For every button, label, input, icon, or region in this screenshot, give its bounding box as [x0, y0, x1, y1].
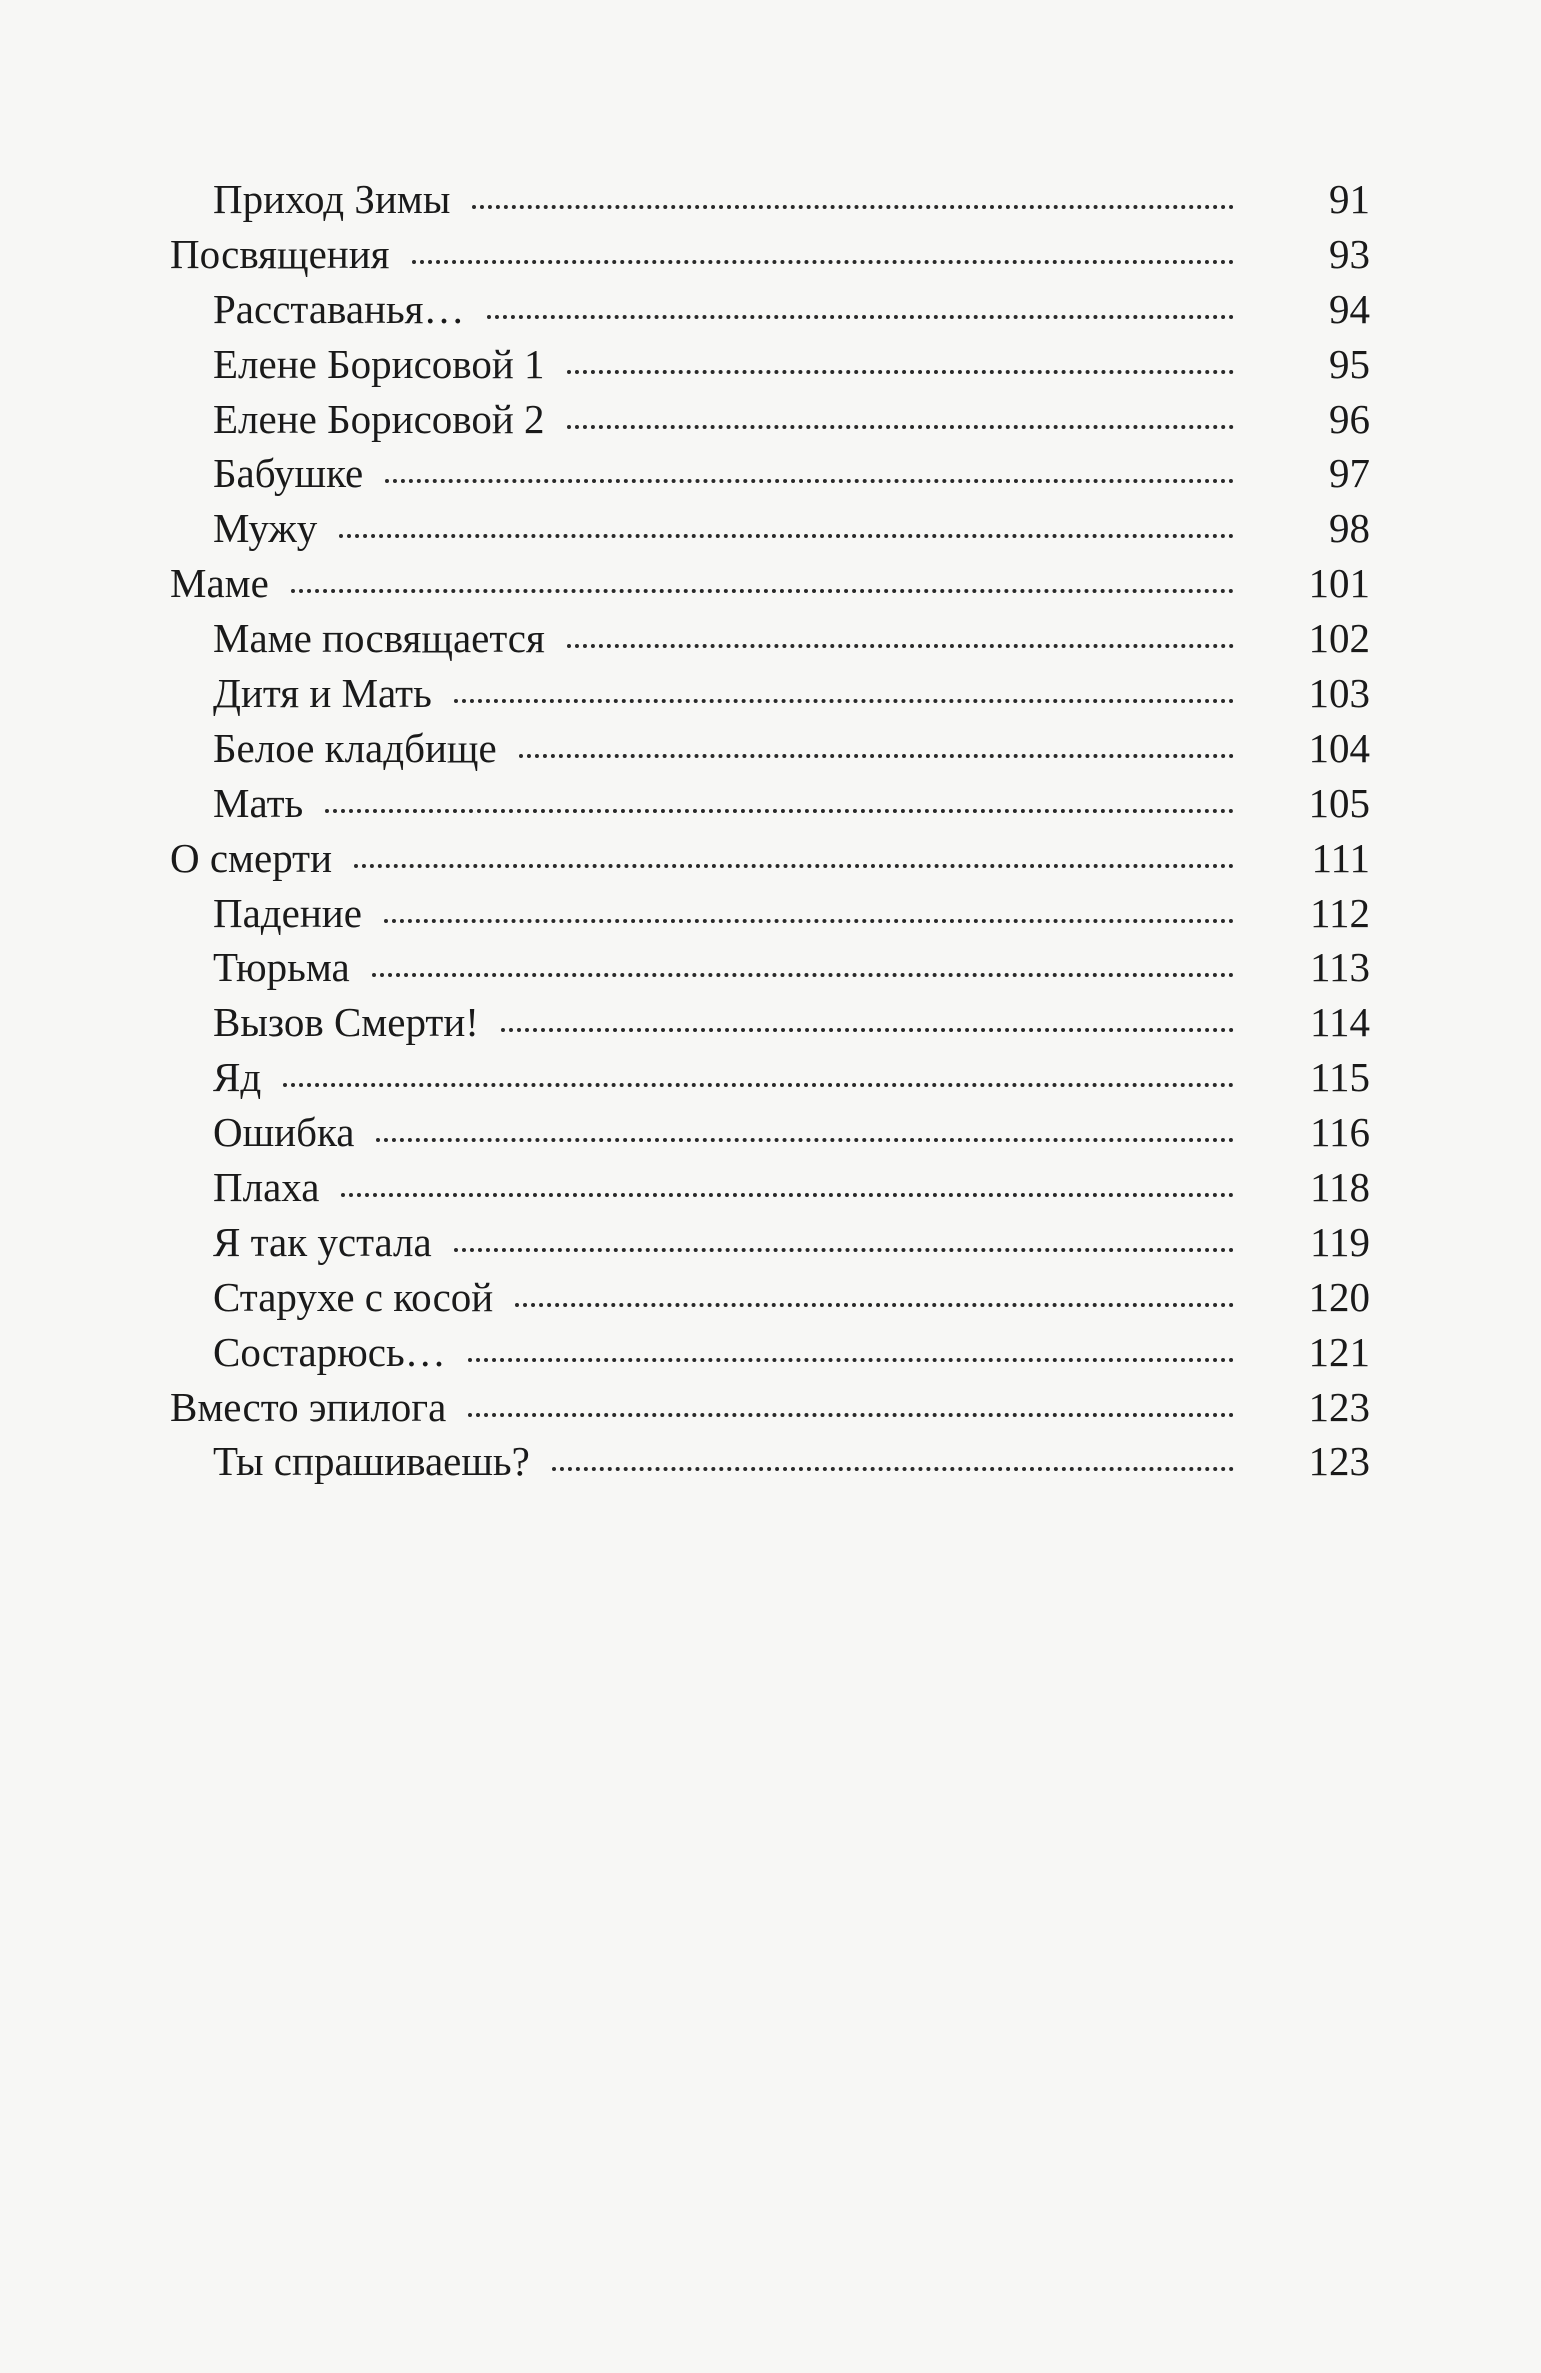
dot-leader	[354, 864, 1234, 868]
toc-entry	[170, 392, 1370, 447]
toc-entry-title: О смерти	[170, 834, 333, 881]
toc-entry	[170, 446, 1370, 501]
toc-entry-title: Белое кладбище	[213, 724, 497, 771]
toc-entry-title: Елене Борисовой 2	[213, 395, 545, 442]
dot-leader	[339, 534, 1234, 538]
toc-entry-page-number: 95	[1329, 340, 1370, 387]
toc-entry	[170, 831, 1370, 886]
toc-entry-title: Вызов Смерти!	[213, 999, 479, 1046]
toc-entry-page-number: 104	[1308, 724, 1370, 771]
dot-leader	[283, 1083, 1234, 1087]
toc-entry	[170, 776, 1370, 831]
toc-entry-page-number: 94	[1329, 285, 1370, 332]
toc-entry-page-number: 93	[1329, 230, 1370, 277]
toc-entry	[170, 940, 1370, 995]
table-of-contents	[170, 172, 1370, 1489]
toc-entry-page-number: 97	[1329, 450, 1370, 497]
toc-entry-title: Расставанья…	[213, 285, 465, 332]
toc-entry-page-number: 113	[1310, 944, 1370, 991]
toc-entry-title: Маме	[170, 560, 269, 607]
toc-entry	[170, 282, 1370, 337]
dot-leader	[515, 1303, 1234, 1307]
dot-leader	[487, 315, 1234, 319]
dot-leader	[385, 479, 1234, 483]
toc-entry	[170, 995, 1370, 1050]
dot-leader	[412, 260, 1234, 264]
dot-leader	[519, 754, 1234, 758]
toc-entry-page-number: 98	[1329, 505, 1370, 552]
toc-entry-page-number: 121	[1308, 1328, 1370, 1375]
toc-entry	[170, 1380, 1370, 1435]
toc-entry-page-number: 96	[1329, 395, 1370, 442]
toc-entry	[170, 337, 1370, 392]
toc-entry-title: Ошибка	[213, 1109, 355, 1156]
dot-leader	[376, 1138, 1234, 1142]
toc-entry	[170, 1105, 1370, 1160]
dot-leader	[384, 919, 1234, 923]
toc-entry	[170, 886, 1370, 941]
toc-entry-title: Посвящения	[170, 230, 390, 277]
toc-entry-title: Мужу	[213, 505, 318, 552]
toc-entry	[170, 721, 1370, 776]
dot-leader	[567, 644, 1234, 648]
toc-entry-page-number: 114	[1310, 999, 1370, 1046]
toc-entry-title: Яд	[213, 1054, 262, 1101]
toc-entry-page-number: 105	[1308, 779, 1370, 826]
dot-leader	[468, 1358, 1234, 1362]
toc-entry-page-number: 119	[1310, 1218, 1370, 1265]
toc-entry	[170, 611, 1370, 666]
dot-leader	[468, 1413, 1234, 1417]
dot-leader	[472, 205, 1234, 209]
dot-leader	[341, 1193, 1234, 1197]
toc-entry-page-number: 118	[1310, 1164, 1370, 1211]
toc-entry	[170, 172, 1370, 227]
toc-entry-title: Вместо эпилога	[170, 1383, 447, 1430]
dot-leader	[567, 370, 1234, 374]
toc-entry-page-number: 101	[1308, 560, 1370, 607]
toc-entry	[170, 501, 1370, 556]
toc-entry-title: Состарюсь…	[213, 1328, 446, 1375]
toc-entry	[170, 1160, 1370, 1215]
dot-leader	[552, 1467, 1234, 1471]
toc-entry-page-number: 111	[1311, 834, 1370, 881]
toc-entry	[170, 666, 1370, 721]
toc-entry	[170, 556, 1370, 611]
toc-entry-title: Плаха	[213, 1164, 320, 1211]
toc-entry-title: Дитя и Мать	[213, 670, 432, 717]
toc-entry-title: Падение	[213, 889, 362, 936]
toc-entry	[170, 1050, 1370, 1105]
toc-entry	[170, 1215, 1370, 1270]
toc-entry-page-number: 112	[1310, 889, 1370, 936]
toc-entry-page-number: 116	[1310, 1109, 1370, 1156]
dot-leader	[454, 1248, 1234, 1252]
toc-entry	[170, 1270, 1370, 1325]
toc-entry	[170, 227, 1370, 282]
toc-entry	[170, 1434, 1370, 1489]
toc-entry-title: Ты спрашиваешь?	[213, 1438, 530, 1485]
toc-entry-title: Я так устала	[213, 1218, 432, 1265]
toc-entry-title: Тюрьма	[213, 944, 350, 991]
dot-leader	[372, 973, 1234, 977]
toc-entry-title: Елене Борисовой 1	[213, 340, 545, 387]
toc-entry	[170, 1325, 1370, 1380]
dot-leader	[567, 425, 1234, 429]
toc-entry-page-number: 91	[1329, 176, 1370, 222]
toc-entry-title: Приход Зимы	[213, 176, 451, 222]
dot-leader	[325, 809, 1234, 813]
dot-leader	[291, 589, 1234, 593]
toc-entry-title: Бабушке	[213, 450, 364, 497]
toc-entry-title: Маме посвящается	[213, 615, 545, 662]
toc-entry-page-number: 120	[1308, 1273, 1370, 1320]
toc-entry-title: Старухе с косой	[213, 1273, 494, 1320]
toc-entry-page-number: 103	[1308, 670, 1370, 717]
dot-leader	[501, 1028, 1234, 1032]
toc-entry-page-number: 123	[1308, 1383, 1370, 1430]
toc-entry-title: Мать	[213, 779, 304, 826]
dot-leader	[454, 699, 1234, 703]
toc-entry-page-number: 102	[1308, 615, 1370, 662]
toc-entry-page-number: 115	[1310, 1054, 1370, 1101]
toc-entry-page-number: 123	[1308, 1438, 1370, 1485]
